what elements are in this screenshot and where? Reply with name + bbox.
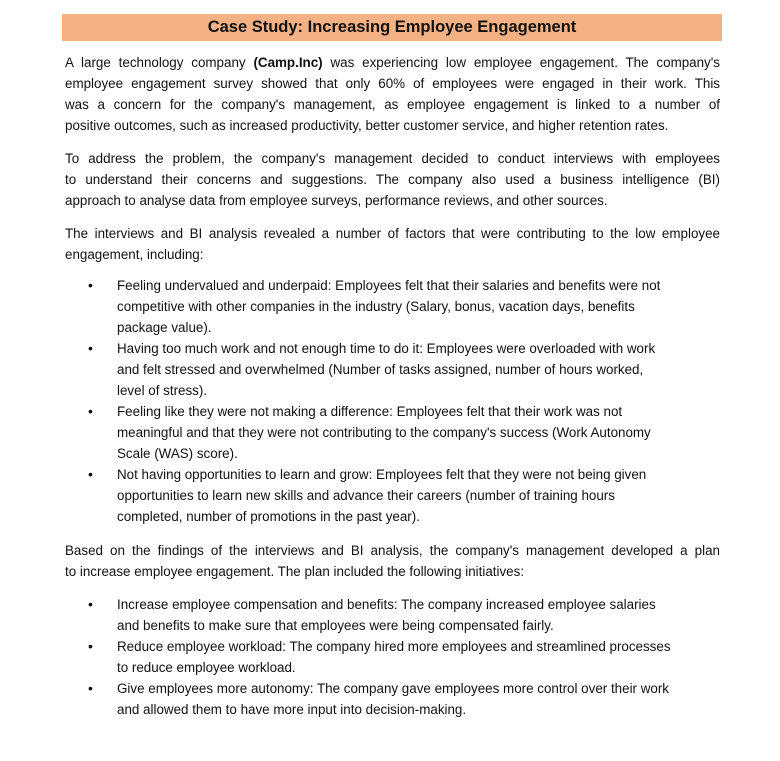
list-item-line: Feeling undervalued and underpaid: Employees felt that their salaries and benefits were not: [117, 278, 661, 293]
bullet-icon: •: [88, 466, 93, 482]
case-study-title: Case Study: Increasing Employee Engagement: [62, 14, 722, 41]
list-item-line: Scale (WAS) score).: [117, 446, 238, 461]
paragraph-line: employee engagement survey showed that only 60% of employees were engaged in their work. This: [65, 76, 720, 91]
list-item: [88, 678, 728, 720]
paragraph-line: engagement, including:: [65, 247, 204, 262]
text-segment: was experiencing low employee engagement. The company's: [322, 55, 721, 70]
text-segment: A large technology company: [65, 55, 254, 70]
list-item-line: package value).: [117, 320, 212, 335]
company-name: (Camp.Inc): [253, 55, 323, 70]
list-item: [88, 275, 728, 338]
list-item-line: and allowed them to have more input into decision-making.: [117, 702, 467, 717]
list-item: [88, 401, 728, 464]
approach-paragraph: [65, 148, 720, 211]
list-item-line: Having too much work and not enough time to do it: Employees were overloaded with work: [117, 341, 656, 356]
list-item: [88, 594, 728, 636]
paragraph-line: to understand their concerns and suggestions. The company also used a business intelligence (BI): [65, 172, 720, 187]
bullet-icon: •: [88, 403, 93, 419]
list-item-line: Reduce employee workload: The company hired more employees and streamlined processes: [117, 639, 671, 654]
paragraph-line: [65, 52, 720, 73]
bullet-icon: •: [88, 277, 93, 293]
paragraph-line: approach to analyse data from employee surveys, performance reviews, and other sources.: [65, 193, 608, 208]
list-item-line: meaningful and that they were not contributing to the company's success (Work Autonomy: [117, 425, 651, 440]
list-item-line: Not having opportunities to learn and grow: Employees felt that they were not being given: [117, 467, 647, 482]
paragraph-line: positive outcomes, such as increased productivity, better customer service, and higher retention rates.: [65, 118, 669, 133]
paragraph-line: To address the problem, the company's management decided to conduct interviews with employees: [65, 151, 720, 166]
bullet-icon: •: [88, 638, 93, 654]
bullet-icon: •: [88, 680, 93, 696]
bullet-icon: •: [88, 340, 93, 356]
paragraph-line: to increase employee engagement. The plan included the following initiatives:: [65, 564, 525, 579]
list-item: [88, 338, 728, 401]
list-item-line: completed, number of promotions in the past year).: [117, 509, 420, 524]
factors-list: [88, 275, 728, 527]
list-item-line: level of stress).: [117, 383, 208, 398]
plan-paragraph: [65, 540, 720, 582]
list-item-line: to reduce employee workload.: [117, 660, 296, 675]
list-item-line: Give employees more autonomy: The company gave employees more control over their work: [117, 681, 669, 696]
initiatives-list: [88, 594, 728, 720]
list-item-line: and felt stressed and overwhelmed (Number of tasks assigned, number of hours worked,: [117, 362, 644, 377]
list-item-line: Feeling like they were not making a difference: Employees felt that their work was not: [117, 404, 623, 419]
list-item-line: Increase employee compensation and benefits: The company increased employee salaries: [117, 597, 656, 612]
list-item: [88, 636, 728, 678]
list-item-line: competitive with other companies in the industry (Salary, bonus, vacation days, benefits: [117, 299, 635, 314]
list-item: [88, 464, 728, 527]
paragraph-line: was a concern for the company's management, as employee engagement is linked to a number of: [65, 97, 720, 112]
intro-paragraph: [65, 52, 720, 136]
paragraph-line: The interviews and BI analysis revealed a number of factors that were contributing to the low employee: [65, 226, 720, 241]
list-item-line: and benefits to make sure that employees were being compensated fairly.: [117, 618, 554, 633]
findings-paragraph: [65, 223, 720, 265]
paragraph-line: Based on the findings of the interviews and BI analysis, the company's management developed a plan: [65, 543, 720, 558]
list-item-line: opportunities to learn new skills and advance their careers (number of training hours: [117, 488, 615, 503]
bullet-icon: •: [88, 596, 93, 612]
